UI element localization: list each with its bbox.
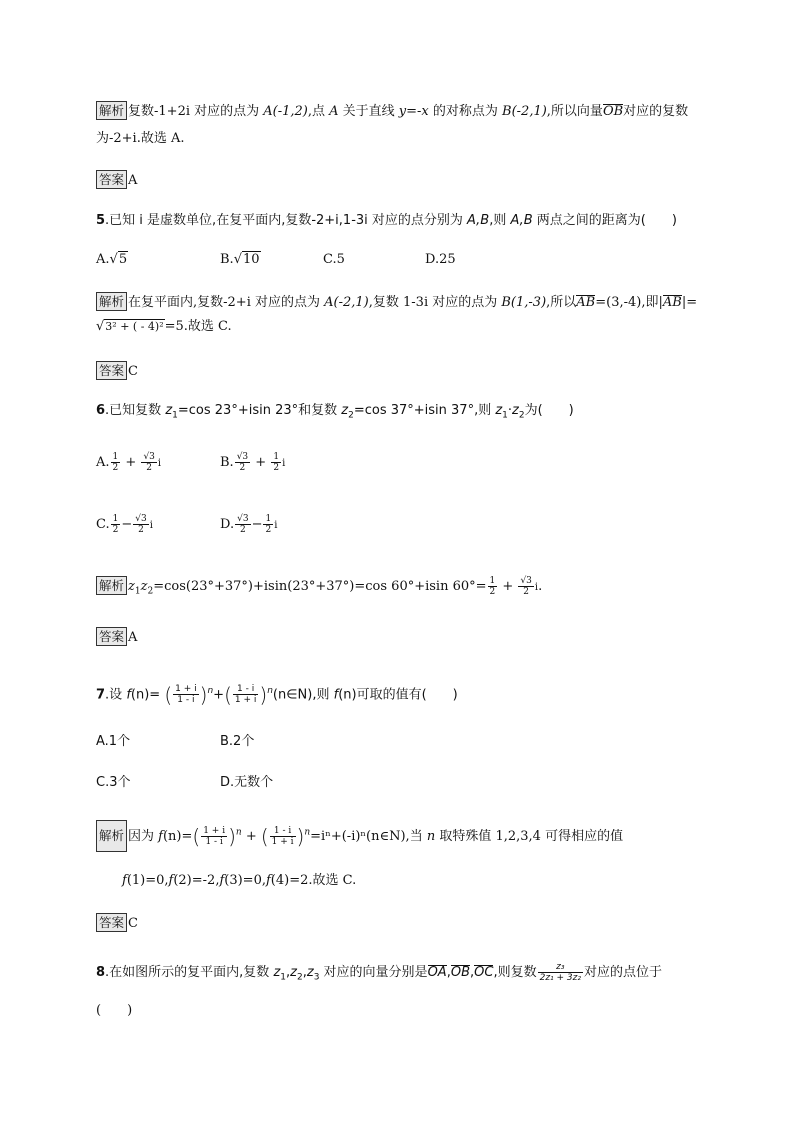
answer-tag: 答案	[96, 627, 127, 646]
q5-option-b[interactable]: B.√10	[220, 252, 260, 267]
q4-analysis-line1: 解析 复数-1+2i 对应的点为 A(-1,2),点 A 关于直线 y=-x 的对称点为 B(-2,1),所以向量OB对应的复数	[96, 101, 688, 121]
q7-option-d[interactable]: D.无数个	[220, 775, 274, 790]
q8-stem: 8.在如图所示的复平面内,复数 $z_1,z_2,z_3$ 对应的向量分别是OA,OB,OC,则复数 $\frac{\text{z₃}}{\text{2z₁ + 3z₂}}$ 对应的点位于	[96, 962, 662, 983]
q7-answer: 答案 C	[96, 913, 138, 933]
vector-ob: OB	[602, 104, 624, 119]
answer-tag: 答案	[96, 913, 127, 932]
q5-answer: 答案 C	[96, 361, 138, 381]
q5-analysis-line1: 解析 在复平面内,复数-2+i 对应的点为 A(-2,1),复数 1-3i 对应的点为 B(1,-3),所以AB=(3,-4),即|AB|=	[96, 292, 697, 312]
analysis-tag: 解析	[96, 820, 127, 852]
q7-option-b[interactable]: B.2个	[220, 734, 255, 749]
answer-tag: 答案	[96, 170, 127, 189]
q6-option-d[interactable]: D. $\frac{√3}{2}$ − $\frac{1}{2}$ i	[220, 514, 278, 535]
q8-stem-line2: ( )	[96, 1003, 133, 1018]
q5-option-a[interactable]: A.√5	[96, 252, 128, 267]
q4-answer: 答案 A	[96, 170, 137, 190]
q7-option-a[interactable]: A.1个	[96, 734, 131, 749]
q6-stem: 6.已知复数 $z_1=\cos$ 23°+isin 23°和复数 $z_2=\cos$ 37°+isin 37°,则 $z_1\cdot z_2$为( )	[96, 403, 574, 421]
q7-stem: 7.设 f(n)= ( $\frac{1 + i}{1 - i}$ )$^n$+( $\frac{1 - i}{1 + i}$ )$^n$(n∈N),则 f(n)可取的值有( )	[96, 682, 458, 707]
q6-option-a[interactable]: A. $\frac{1}{2}$ + $\frac{√3}{2}$ i	[96, 452, 162, 473]
analysis-tag: 解析	[96, 101, 127, 120]
q7-option-c[interactable]: C.3个	[96, 775, 131, 790]
analysis-tag: 解析	[96, 292, 127, 311]
q5-option-c[interactable]: C.5	[323, 252, 345, 267]
q6-answer: 答案 A	[96, 627, 137, 647]
answer-tag: 答案	[96, 361, 127, 380]
q5-option-d[interactable]: D.25	[425, 252, 456, 267]
q6-option-b[interactable]: B. $\frac{√3}{2}$ + $\frac{1}{2}$ i	[220, 452, 286, 473]
q7-analysis-line1: 解析 因为 f(n)=( $\frac{1 + i}{1 - i}$ )$^n$ + ( $\frac{1 - i}{1 + i}$ )$^n$=iⁿ+(-i)ⁿ(n∈N),当 n 取特殊值 1,2,3,4 可得相应的值	[96, 820, 623, 852]
q7-analysis-line2: f(1)=0,f(2)=-2,f(3)=0,f(4)=2.故选 C.	[122, 873, 357, 888]
q6-option-c[interactable]: C. $\frac{1}{2}$ − $\frac{√3}{2}$ i	[96, 514, 153, 535]
q5-analysis-line2: √3² + ( - 4)²=5.故选 C.	[96, 319, 232, 334]
q5-stem: 5.已知 i 是虚数单位,在复平面内,复数-2+i,1-3i 对应的点分别为 A,B,则 A,B 两点之间的距离为( )	[96, 213, 677, 228]
q6-analysis: 解析 $z_1z_2=\cos(23^\circ+37^\circ)+isin(23^\circ+37^\circ)=\cos$ 60°+isin 60°= $\frac{1}{2}$ + $\frac{√3}{2}$ i.	[96, 576, 542, 601]
q4-analysis-line2: 为-2+i.故选 A.	[96, 131, 185, 146]
analysis-tag: 解析	[96, 576, 127, 595]
